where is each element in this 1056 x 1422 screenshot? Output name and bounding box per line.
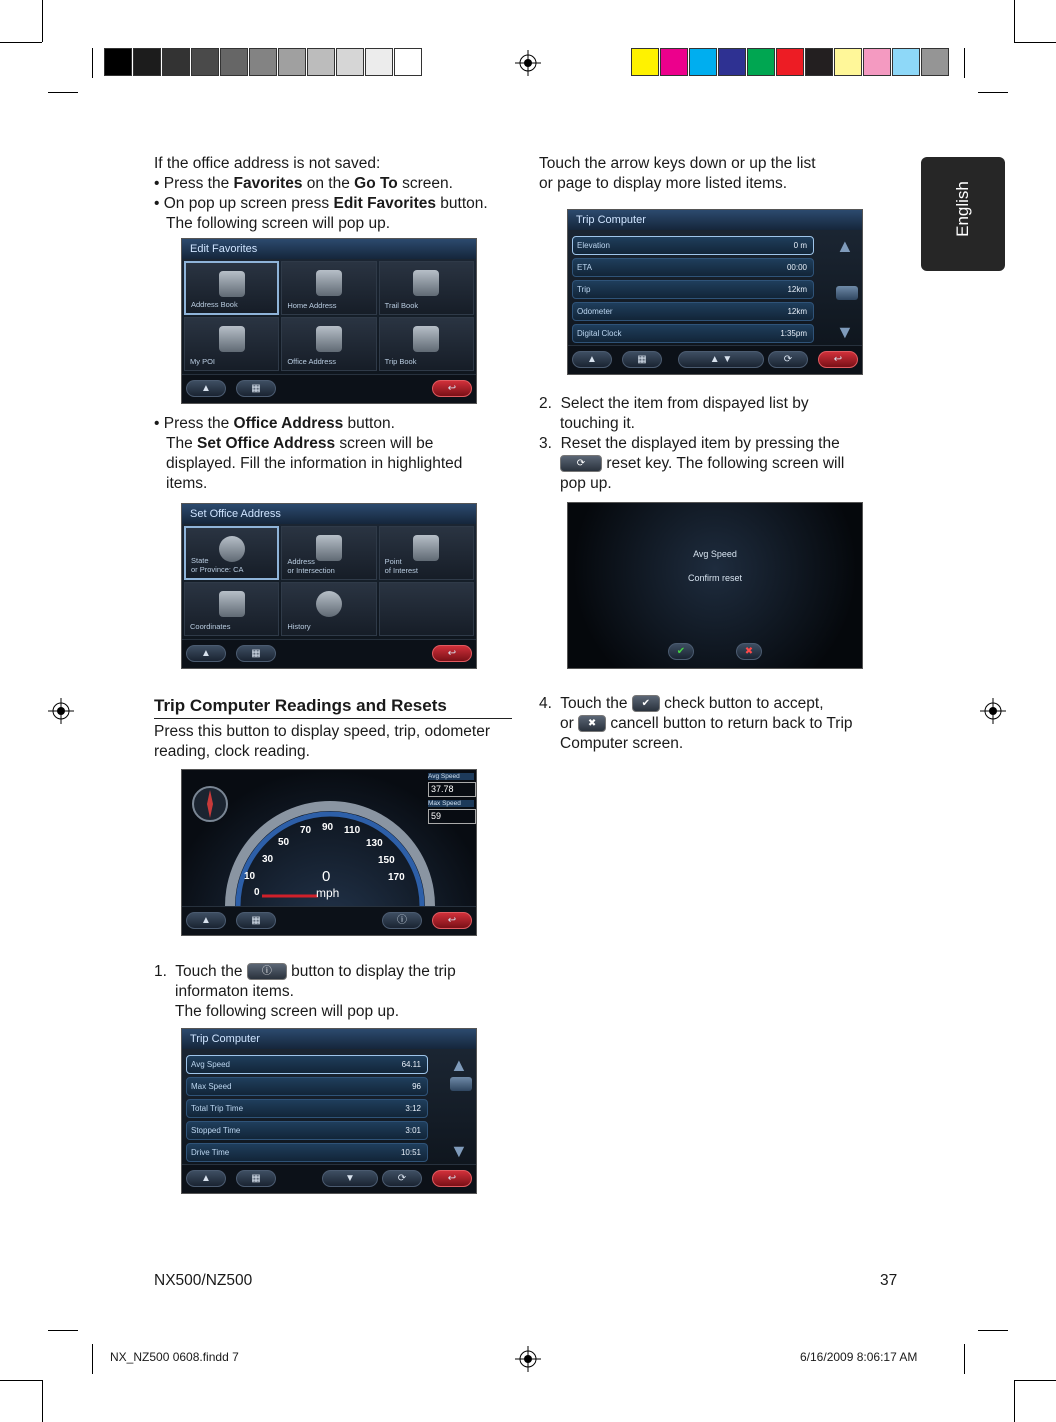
- registration-mark-icon: [48, 698, 74, 724]
- coordinates-button[interactable]: Coordinates: [184, 582, 279, 636]
- keyboard-button[interactable]: ▦: [236, 380, 276, 397]
- reset-button[interactable]: ⟳: [382, 1170, 422, 1187]
- trip-row[interactable]: Stopped Time 3:01: [186, 1121, 428, 1140]
- bullet-text: The Set Office Address screen will be: [166, 435, 434, 452]
- step-text: or ✖ cancell button to return back to Trip: [560, 715, 853, 732]
- reset-icon: ⟳: [560, 455, 602, 472]
- check-button[interactable]: ✔: [668, 643, 694, 660]
- screen-title: Set Office Address: [182, 504, 476, 524]
- poi-icon: [219, 326, 245, 352]
- color-swatch: [365, 48, 393, 76]
- step-text: informaton items.: [175, 983, 294, 1000]
- model-name: NX500/NZ500: [154, 1272, 253, 1289]
- keyboard-button[interactable]: ▦: [236, 645, 276, 662]
- confirm-reset-screen: [567, 502, 863, 669]
- bullet-favorites: • Press the Favorites on the Go To screen.: [154, 175, 453, 192]
- step-text: Computer screen.: [560, 735, 684, 752]
- color-swatch: [863, 48, 891, 76]
- scroll-up-icon[interactable]: ▲: [450, 1055, 468, 1075]
- step-4: 4. Touch the ✔ check button to accept,: [539, 695, 824, 712]
- paragraph-line: reading, clock reading.: [154, 743, 310, 760]
- color-swatch: [776, 48, 804, 76]
- cancel-button[interactable]: ✖: [736, 643, 762, 660]
- steps-2-3-block: [539, 394, 899, 494]
- max-speed-label: Max Speed: [428, 800, 474, 807]
- info-icon: ⓘ: [247, 963, 287, 980]
- speed-value: 0: [322, 868, 331, 885]
- tick-label: 10: [244, 871, 256, 882]
- speedometer-screen: [181, 769, 477, 936]
- color-swatch: [133, 48, 161, 76]
- trip-row[interactable]: Odometer 12km: [572, 302, 814, 321]
- tick-label: 90: [322, 822, 334, 833]
- scroll-down-icon[interactable]: ▼: [450, 1141, 468, 1161]
- tick-label: 50: [278, 837, 290, 848]
- reset-button[interactable]: ⟳: [768, 351, 808, 368]
- paragraph-line: Press this button to display speed, trip, odometer: [154, 723, 491, 740]
- slug-date: 6/16/2009 8:06:17 AM: [800, 1350, 918, 1364]
- state-button[interactable]: State or Province: CA: [184, 526, 279, 580]
- scroll-thumb[interactable]: [836, 286, 858, 300]
- office-address-block: [154, 414, 524, 494]
- map-button[interactable]: ▲: [186, 645, 226, 662]
- language-tab: English: [921, 157, 1005, 271]
- color-swatch: [718, 48, 746, 76]
- set-office-address-screen: [181, 503, 477, 669]
- map-button[interactable]: ▲: [572, 351, 612, 368]
- satellite-icon: [219, 591, 245, 617]
- tick-label: 0: [254, 887, 260, 898]
- trip-book-button[interactable]: Trip Book: [379, 317, 474, 371]
- cancel-icon: ✖: [578, 715, 606, 732]
- step-3: 3. Reset the displayed item by pressing the: [539, 435, 840, 452]
- step-1: 1. Touch the ⓘ button to display the trip: [154, 963, 456, 980]
- step1-block: [154, 962, 524, 1022]
- color-swatch: [892, 48, 920, 76]
- trip-computer-screen-1: [181, 1028, 477, 1194]
- bullet-text: displayed. Fill the information in highlighted: [166, 455, 463, 472]
- bullet-text: items.: [166, 475, 208, 492]
- color-swatch: [834, 48, 862, 76]
- trip-row[interactable]: Digital Clock 1:35pm: [572, 324, 814, 343]
- tick-label: 170: [388, 872, 405, 883]
- info-button[interactable]: ⓘ: [382, 912, 422, 929]
- step-text: pop up.: [560, 475, 612, 492]
- trail-icon: [413, 270, 439, 296]
- speed-unit: mph: [316, 886, 340, 900]
- tick-label: 150: [378, 855, 395, 866]
- trip-row[interactable]: Max Speed 96: [186, 1077, 428, 1096]
- screen-title: Edit Favorites: [182, 239, 476, 259]
- color-swatch: [689, 48, 717, 76]
- trip-row[interactable]: Drive Time 10:51: [186, 1143, 428, 1162]
- keyboard-button[interactable]: ▦: [622, 351, 662, 368]
- color-swatch: [921, 48, 949, 76]
- tick-label: 30: [262, 854, 274, 865]
- trail-book-button[interactable]: Trail Book: [379, 261, 474, 315]
- trip-row[interactable]: Trip 12km: [572, 280, 814, 299]
- left-intro-block: [154, 154, 524, 234]
- keyboard-button[interactable]: ▦: [236, 912, 276, 929]
- trip-row[interactable]: Total Trip Time 3:12: [186, 1099, 428, 1118]
- edit-favorites-screen: [181, 238, 477, 404]
- keyboard-button[interactable]: ▦: [236, 1170, 276, 1187]
- page-up-down-button[interactable]: ▲ ▼: [678, 351, 764, 368]
- back-button[interactable]: ↩: [432, 645, 472, 662]
- clock-icon: [316, 591, 342, 617]
- step4-block: [539, 694, 899, 754]
- screen-title: Trip Computer: [568, 210, 862, 230]
- map-button[interactable]: ▲: [186, 1170, 226, 1187]
- bullet-edit-favorites: • On pop up screen press Edit Favorites button.: [154, 195, 488, 212]
- paragraph-line: or page to display more listed items.: [539, 175, 788, 192]
- trip-intro-block: [154, 722, 524, 762]
- building-icon: [316, 326, 342, 352]
- color-swatch: [104, 48, 132, 76]
- paragraph-line: Touch the arrow keys down or up the list: [539, 155, 816, 172]
- house-icon: [316, 270, 342, 296]
- home-address-button[interactable]: Home Address: [281, 261, 376, 315]
- page-number: 37: [880, 1272, 898, 1289]
- step-text: ⟳ reset key. The following screen will: [539, 454, 899, 474]
- right-intro-block: [539, 154, 899, 194]
- empty-cell: [379, 582, 474, 636]
- color-swatch: [249, 48, 277, 76]
- color-swatch: [278, 48, 306, 76]
- pencil-icon: [219, 271, 245, 297]
- section-heading: Trip Computer Readings and Resets: [154, 696, 512, 719]
- avg-speed-label: Avg Speed: [428, 773, 474, 780]
- back-button[interactable]: ↩: [432, 912, 472, 929]
- tick-label: 110: [344, 825, 361, 836]
- trip-row[interactable]: Elevation 0 m: [572, 236, 814, 255]
- registration-mark-icon: [980, 698, 1006, 724]
- back-button[interactable]: ↩: [432, 380, 472, 397]
- avg-speed-value: 37.78: [428, 782, 476, 797]
- trip-computer-screen-2: [567, 209, 863, 375]
- bullet-office-address: • Press the Office Address button.: [154, 415, 395, 432]
- car-icon: [413, 326, 439, 352]
- trip-row[interactable]: ETA 00:00: [572, 258, 814, 277]
- step-2: 2. Select the item from dispayed list by: [539, 395, 809, 412]
- scroll-up-icon[interactable]: ▲: [836, 236, 854, 256]
- back-button[interactable]: ↩: [432, 1170, 472, 1187]
- max-speed-value: 59: [428, 809, 476, 824]
- color-swatch: [220, 48, 248, 76]
- tick-label: 130: [366, 838, 383, 849]
- registration-mark-icon: [515, 50, 541, 76]
- my-poi-button[interactable]: My POI: [184, 317, 279, 371]
- history-button[interactable]: History: [281, 582, 376, 636]
- page-down-button[interactable]: ▼: [322, 1170, 378, 1187]
- color-swatch: [747, 48, 775, 76]
- trip-row[interactable]: Avg Speed 64.11: [186, 1055, 428, 1074]
- color-swatch: [631, 48, 659, 76]
- color-swatch: [307, 48, 335, 76]
- back-button[interactable]: ↩: [818, 351, 858, 368]
- step-text: touching it.: [560, 415, 635, 432]
- office-address-button[interactable]: Office Address: [281, 317, 376, 371]
- map-button[interactable]: ▲: [186, 912, 226, 929]
- registration-mark-icon: [515, 1346, 541, 1372]
- color-swatch: [162, 48, 190, 76]
- intro-text: If the office address is not saved:: [154, 155, 381, 172]
- bullet-text: The following screen will pop up.: [166, 215, 391, 232]
- color-swatch: [191, 48, 219, 76]
- poi-button[interactable]: Point of Interest: [379, 526, 474, 580]
- scroll-down-icon[interactable]: ▼: [836, 322, 854, 342]
- address-book-button[interactable]: Address Book: [184, 261, 279, 315]
- confirm-message: Confirm reset: [687, 573, 742, 583]
- color-swatch: [660, 48, 688, 76]
- address-button[interactable]: Address or Intersection: [281, 526, 376, 580]
- color-swatch: [336, 48, 364, 76]
- confirm-item-label: Avg Speed: [693, 549, 737, 559]
- screen-title: Trip Computer: [182, 1029, 476, 1049]
- color-swatch: [394, 48, 422, 76]
- color-swatch: [805, 48, 833, 76]
- tick-label: 70: [300, 825, 312, 836]
- map-button[interactable]: ▲: [186, 380, 226, 397]
- step-text: The following screen will pop up.: [175, 1003, 400, 1020]
- slug-filename: NX_NZ500 0608.findd 7: [110, 1350, 239, 1364]
- check-icon: ✔: [632, 695, 660, 712]
- scroll-thumb[interactable]: [450, 1077, 472, 1091]
